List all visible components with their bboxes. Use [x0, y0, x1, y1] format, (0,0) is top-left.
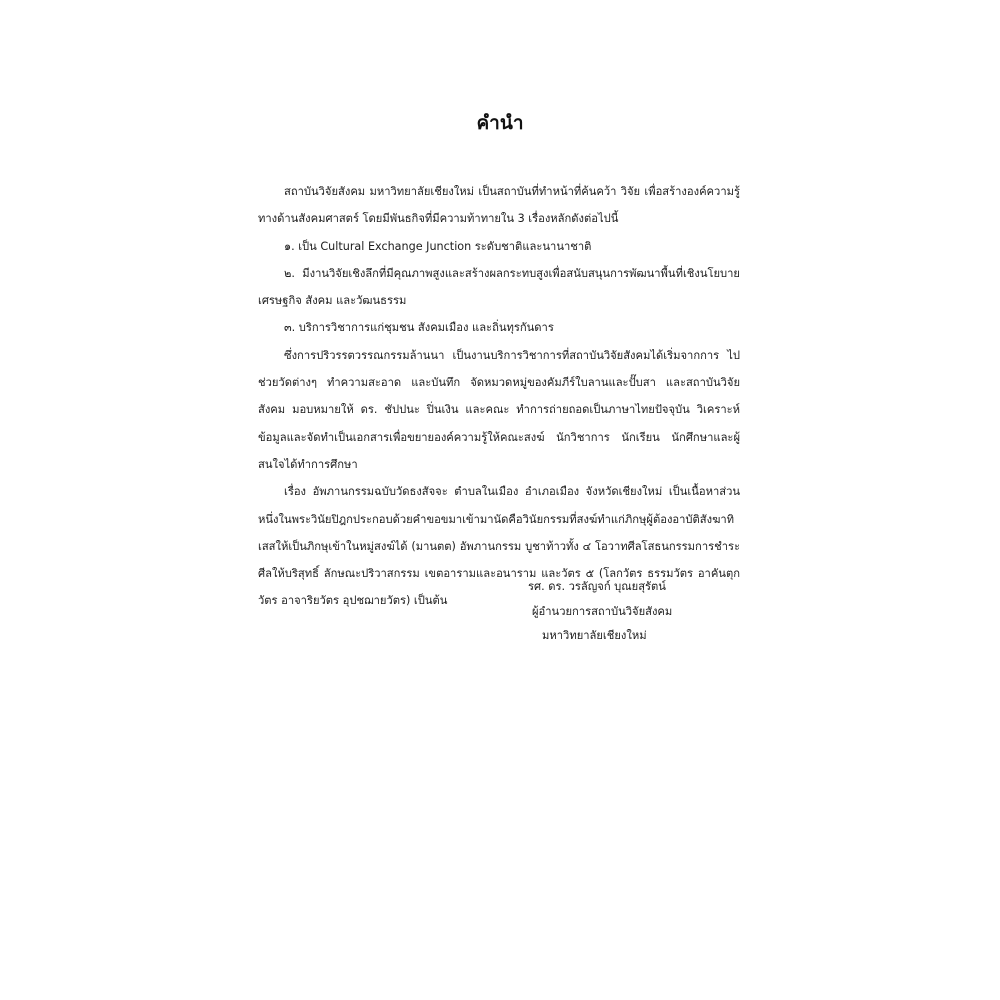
signatory-name: รศ. ดร. วรลัญจก์ บุณยสุรัตน์	[528, 580, 666, 593]
mission-item-1: ๑. เป็น Cultural Exchange Junction ระดับชาติและนานาชาติ	[284, 239, 592, 253]
intro-paragraph: สถาบันวิจัยสังคม มหาวิทยาลัยเชียงใหม่ เป็นสถาบันที่ทำหน้าที่ค้นคว้า วิจัย เพื่อสร้างองค์ความรู้ทางด้านสังคมศาสตร์ โดยมีพันธกิจที่มีความท้าทายใน 3 เรื่องหลักดังต่อไปนี้	[258, 185, 740, 226]
signatory-institution: มหาวิทยาลัยเชียงใหม่	[542, 629, 647, 642]
service-paragraph: ซึ่งการปริวรรตวรรณกรรมล้านนา เป็นงานบริการวิชาการที่สถาบันวิจัยสังคมได้เริ่มจากการ ไปช่วยวัดต่างๆ ทำความสะอาด และบันทึก จัดหมวดหมู่ของคัมภีร์ใบลานและปั๊บสา และสถาบันวิจัยสังคม มอบหมายให้ ดร. ชัปปนะ ปิ่นเงิน และคณะ ทำการถ่ายถอดเป็นภาษาไทยปัจจุบัน วิเคราะห์ข้อมูลและจัดทำเป็นเอกสารเพื่อขยายองค์ความรู้ให้คณะสงฆ์ นักวิชาการ นักเรียน นักศึกษาและผู้สนใจได้ทำการศึกษา	[258, 348, 740, 471]
mission-item-3: ๓. บริการวิชาการแก่ชุมชน สังคมเมือง และถิ่นทุรกันดาร	[284, 321, 554, 335]
signatory-position: ผู้อำนวยการสถาบันวิจัยสังคม	[532, 604, 673, 618]
page-title: คำนำ	[476, 112, 524, 134]
document-body	[258, 178, 740, 615]
signature-block	[528, 575, 788, 649]
mission-item-2	[258, 260, 740, 315]
subject-paragraph: เรื่อง อัพภานกรรมฉบับวัดธงสัจจะ ตำบลในเมือง อำเภอเมือง จังหวัดเชียงใหม่ เป็นเนื้อหาส่วนหนึ่งในพระวินัยปิฎกประกอบด้วยคำขอขมาเข้ามานัดคือวินัยกรรมที่สงฆ์ทำแก่ภิกษุผู้ต้องอาบัติสังฆาทิเสสให้เป็นภิกษุเข้าในหมู่สงฆ์ได้ (มานตต) อัพภานกรรม บูชาท้าวทั้ง ๔ โอวาทศีลโสธนกรรมการชำระศีลให้บริสุทธิ์ ลักษณะปริวาสกรรม เขตอารามและอนาราม และวัตร ๕ (โลกวัตร ธรรมวัตร อาคันตุกวัตร อาจาริยวัตร อุปชฌายวัตร) เป็นต้น	[258, 485, 740, 608]
mission-item-2-text: ๒. มีงานวิจัยเชิงลึกที่มีคุณภาพสูงและสร้างผลกระทบสูงเพื่อสนับสนุนการพัฒนาพื้นที่เชิงนโยบาย เศรษฐกิจ สังคม และวัฒนธรรม	[258, 266, 740, 308]
